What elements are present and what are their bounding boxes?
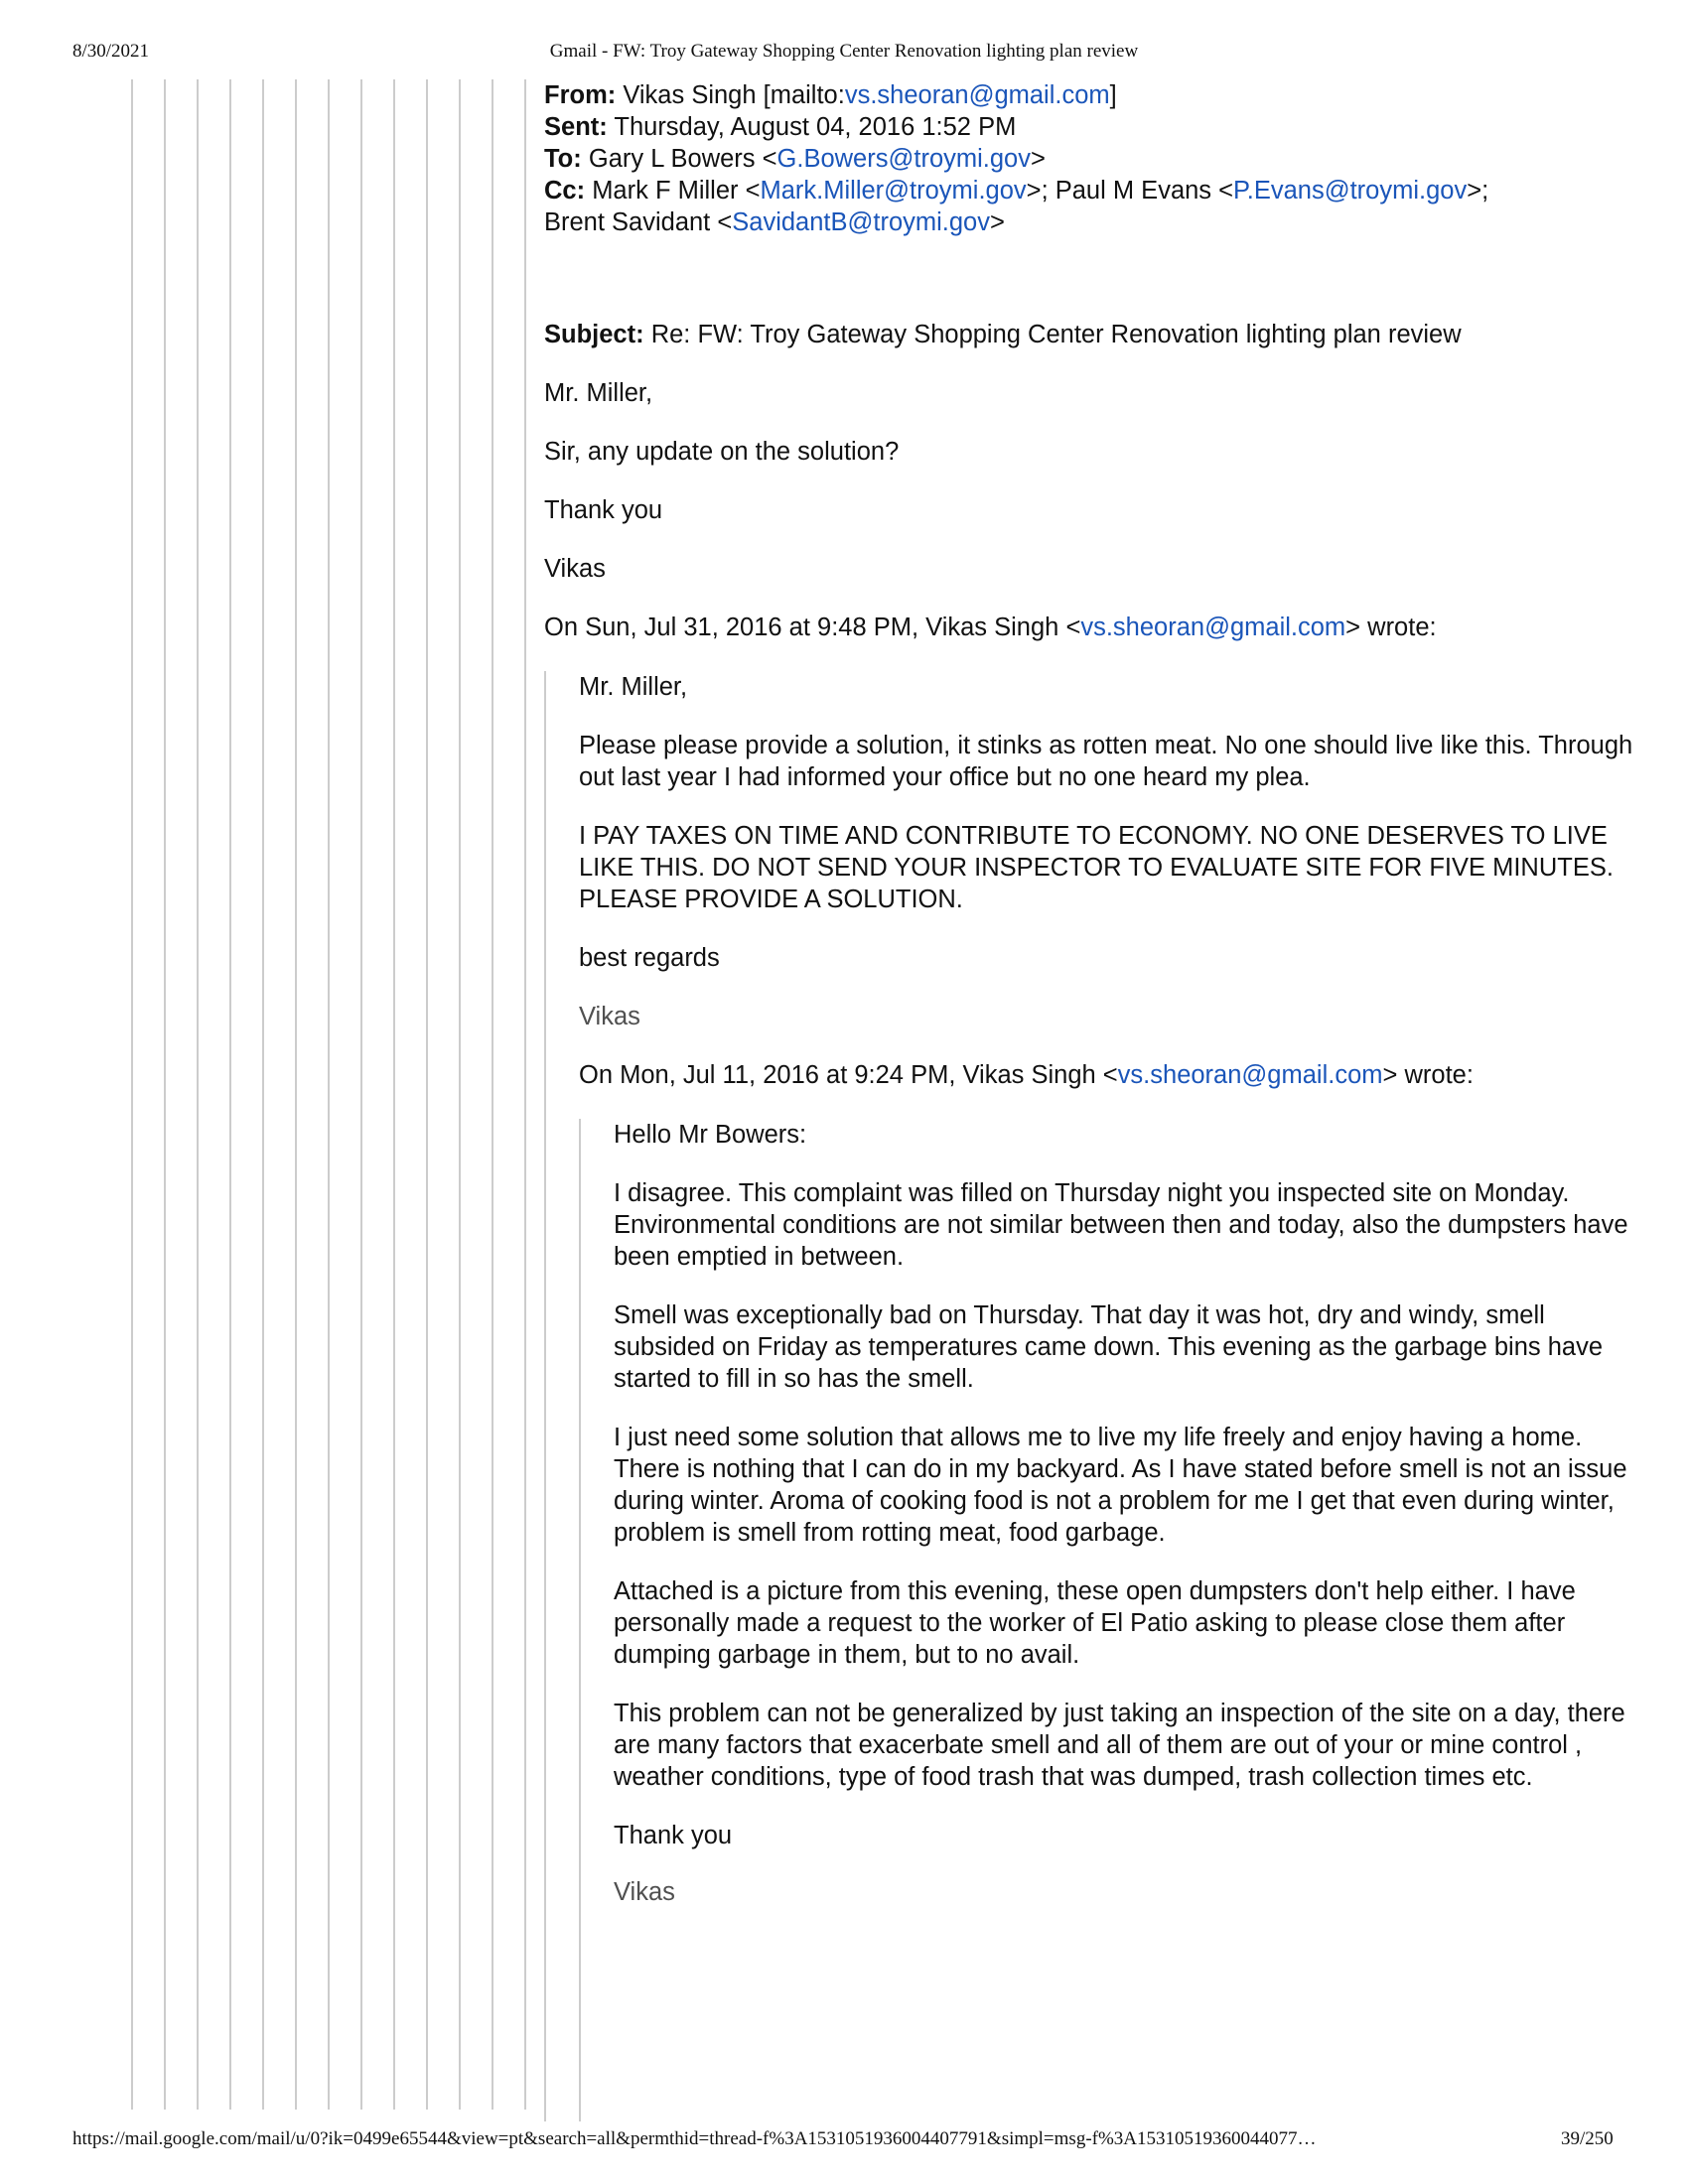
from-label: From: <box>544 81 617 109</box>
quote2-signature: Vikas <box>614 1878 675 1906</box>
attribution-end: > wrote: <box>1382 1061 1474 1089</box>
subject-label: Subject: <box>544 321 644 348</box>
quote-rule <box>328 79 330 2110</box>
quote1-attribution <box>579 1059 1636 1091</box>
quoted-message-2 <box>579 1119 1636 2121</box>
cc-line-continued <box>544 206 1636 238</box>
to-close: > <box>1030 145 1046 173</box>
from-line <box>544 79 1636 111</box>
quote2-paragraph: Attached is a picture from this evening, these open dumpsters don't help either. I have personally made a request to the worker of El Patio asking to please close them after dumping garbage in them, but to no avail. <box>614 1577 1576 1669</box>
attribution-email-link[interactable]: vs.sheoran@gmail.com <box>1080 614 1346 641</box>
quote-rule <box>164 79 166 2110</box>
quote-rule <box>197 79 199 2110</box>
quote-rule <box>492 79 493 2110</box>
print-footer <box>0 2128 1688 2154</box>
quote-rule <box>426 79 428 2110</box>
page-number: 39/250 <box>1561 2128 1614 2149</box>
attribution-email-link[interactable]: vs.sheoran@gmail.com <box>1117 1061 1383 1089</box>
quote-rule <box>262 79 264 2110</box>
to-email-link[interactable]: G.Bowers@troymi.gov <box>776 145 1031 173</box>
quote-rule <box>393 79 395 2110</box>
sent-line <box>544 111 1636 143</box>
attribution-text: On Mon, Jul 11, 2016 at 9:24 PM, Vikas Singh < <box>579 1061 1118 1089</box>
quote2-paragraph: Smell was exceptionally bad on Thursday. That day it was hot, dry and windy, smell subsided on Friday as temperatures came down. This evening as the garbage bins have started to fill in so has the smell. <box>614 1301 1604 1393</box>
quote-rule <box>459 79 461 2110</box>
quote-rule <box>131 79 133 2110</box>
quote2-paragraph: This problem can not be generalized by just taking an inspection of the site on a day, there are many factors that exacerbate smell and all of them are out of your or mine control , weather conditions, type of food trash that was dumped, trash collection times etc. <box>614 1700 1625 1791</box>
body-line: Sir, any update on the solution? <box>544 438 900 466</box>
sent-label: Sent: <box>544 113 608 141</box>
to-line <box>544 143 1636 175</box>
print-date: 8/30/2021 <box>72 41 150 62</box>
print-url: https://mail.google.com/mail/u/0?ik=0499e65544&view=pt&search=all&permthid=thread-f%3A1531051936004407791&simpl=msg-f%3A15310519360044077… <box>72 2128 1317 2149</box>
to-label: To: <box>544 145 582 173</box>
to-name: Gary L Bowers < <box>588 145 777 173</box>
attribution-text: On Sun, Jul 31, 2016 at 9:48 PM, Vikas Singh < <box>544 614 1081 641</box>
cc-separator-1: >; Paul M Evans < <box>1026 177 1234 205</box>
email-message <box>544 79 1636 2121</box>
cc-label: Cc: <box>544 177 586 205</box>
body-greeting: Mr. Miller, <box>544 379 653 407</box>
from-name: Vikas Singh [mailto: <box>623 81 845 109</box>
quote1-greeting: Mr. Miller, <box>579 673 688 701</box>
subject-line <box>544 319 1636 350</box>
quote-rule <box>295 79 297 2110</box>
quote2-paragraph: I disagree. This complaint was filled on Thursday night you inspected site on Monday. Environmental conditions are not similar between then and today, also the dumpsters have been emptied in between. <box>614 1179 1628 1271</box>
subject-value: Re: FW: Troy Gateway Shopping Center Renovation lighting plan review <box>650 321 1462 348</box>
quote-rule <box>360 79 362 2110</box>
thread-quote-lines <box>0 79 556 2110</box>
quote2-greeting: Hello Mr Bowers: <box>614 1121 807 1149</box>
cc-email-link-2[interactable]: P.Evans@troymi.gov <box>1233 177 1468 205</box>
sent-value: Thursday, August 04, 2016 1:52 PM <box>614 113 1017 141</box>
quote-attribution <box>544 612 1636 643</box>
cc-separator-2: >; <box>1467 177 1489 205</box>
quote1-signature: Vikas <box>579 1003 640 1030</box>
body-signature: Vikas <box>544 555 606 583</box>
quote2-paragraph: I just need some solution that allows me to live my life freely and enjoy having a home. There is nothing that I can do in my backyard. As I have stated before smell is not an issue during winter. Aroma of cooking food is not a problem for me I get that even during winter, problem is smell from rotting meat, food garbage. <box>614 1424 1627 1547</box>
quote1-paragraph: Please please provide a solution, it stinks as rotten meat. No one should live like this. Through out last year I had informed your office but no one heard my plea. <box>579 732 1633 791</box>
quote1-closing: best regards <box>579 944 720 972</box>
quoted-message-1 <box>544 671 1636 2121</box>
quote-rule <box>524 79 526 2110</box>
quote2-thanks: Thank you <box>614 1822 733 1849</box>
from-email-link[interactable]: vs.sheoran@gmail.com <box>844 81 1110 109</box>
cc-name-1: Mark F Miller < <box>592 177 761 205</box>
cc-email-link-1[interactable]: Mark.Miller@troymi.gov <box>760 177 1027 205</box>
body-thanks: Thank you <box>544 496 663 524</box>
attribution-end: > wrote: <box>1345 614 1437 641</box>
cc-email-link-3[interactable]: SavidantB@troymi.gov <box>732 208 990 236</box>
cc-name-3: Brent Savidant < <box>544 208 733 236</box>
print-header <box>0 41 1688 67</box>
print-title: Gmail - FW: Troy Gateway Shopping Center Renovation lighting plan review <box>549 41 1139 62</box>
cc-close-3: > <box>990 208 1005 236</box>
quote-rule <box>229 79 231 2110</box>
from-close: ] <box>1109 81 1117 109</box>
quote1-paragraph: I PAY TAXES ON TIME AND CONTRIBUTE TO ECONOMY. NO ONE DESERVES TO LIVE LIKE THIS. DO NOT SEND YOUR INSPECTOR TO EVALUATE SITE FOR FIVE MINUTES. PLEASE PROVIDE A SOLUTION. <box>579 822 1614 913</box>
cc-line <box>544 175 1636 206</box>
